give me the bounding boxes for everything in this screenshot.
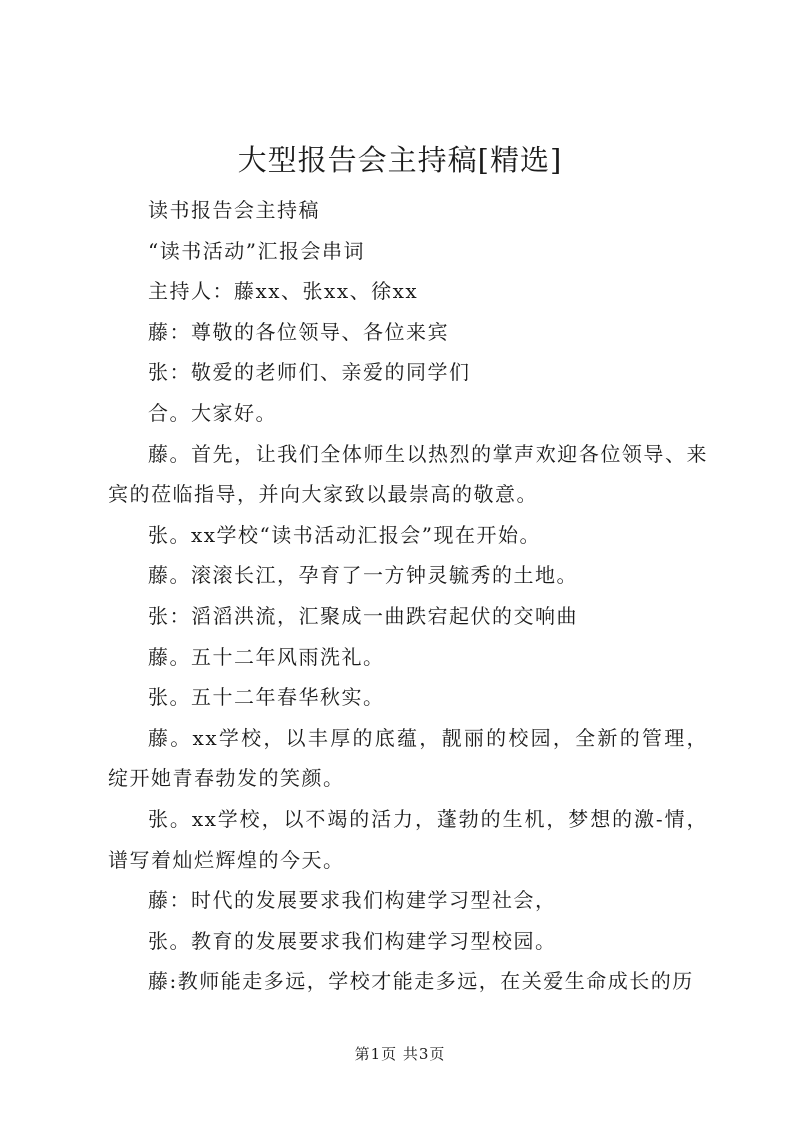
paragraph: 藤：时代的发展要求我们构建学习型社会，	[148, 888, 557, 913]
paragraph: 读书报告会主持稿	[148, 198, 320, 222]
paragraph: “读书活动”汇报会串词	[148, 238, 365, 263]
paragraph: 张：滔滔洪流，汇聚成一曲跌宕起伏的交响曲	[148, 603, 578, 628]
paragraph: 张：敬爱的老师们、亲爱的同学们	[148, 360, 471, 385]
paragraph: 合。大家好。	[148, 400, 277, 425]
paragraph: 主持人：藤xx、张xx、徐xx	[148, 279, 419, 304]
paragraph: 藤:教师能走多远，学校才能走多远，在关爱生命成长的历	[148, 969, 694, 994]
paragraph: 张。五十二年春华秋实。	[148, 685, 385, 710]
document-title: 大型报告会主持稿[精选]	[237, 143, 563, 177]
paragraph: 藤。xx学校，以丰厚的底蕴，靓丽的校园，全新的管理，绽开她青春勃发的笑颜。	[108, 725, 708, 791]
page-number-footer: 第1页 共3页	[354, 1045, 446, 1063]
paragraph: 藤。五十二年风雨洗礼。	[148, 644, 385, 669]
paragraph: 张。教育的发展要求我们构建学习型校园。	[148, 928, 557, 953]
paragraph: 张。xx学校“读书活动汇报会”现在开始。	[148, 522, 542, 547]
paragraph: 藤：尊敬的各位领导、各位来宾	[148, 319, 449, 344]
paragraph: 藤。首先，让我们全体师生以热烈的掌声欢迎各位领导、来宾的莅临指导，并向大家致以最崇高的敬意。	[108, 441, 708, 507]
paragraph: 张。xx学校，以不竭的活力，蓬勃的生机，梦想的激-情，谱写着灿烂辉煌的今天。	[108, 806, 708, 872]
paragraph: 藤。滚滚长江，孕育了一方钟灵毓秀的土地。	[148, 563, 578, 588]
document-body	[108, 190, 708, 1002]
